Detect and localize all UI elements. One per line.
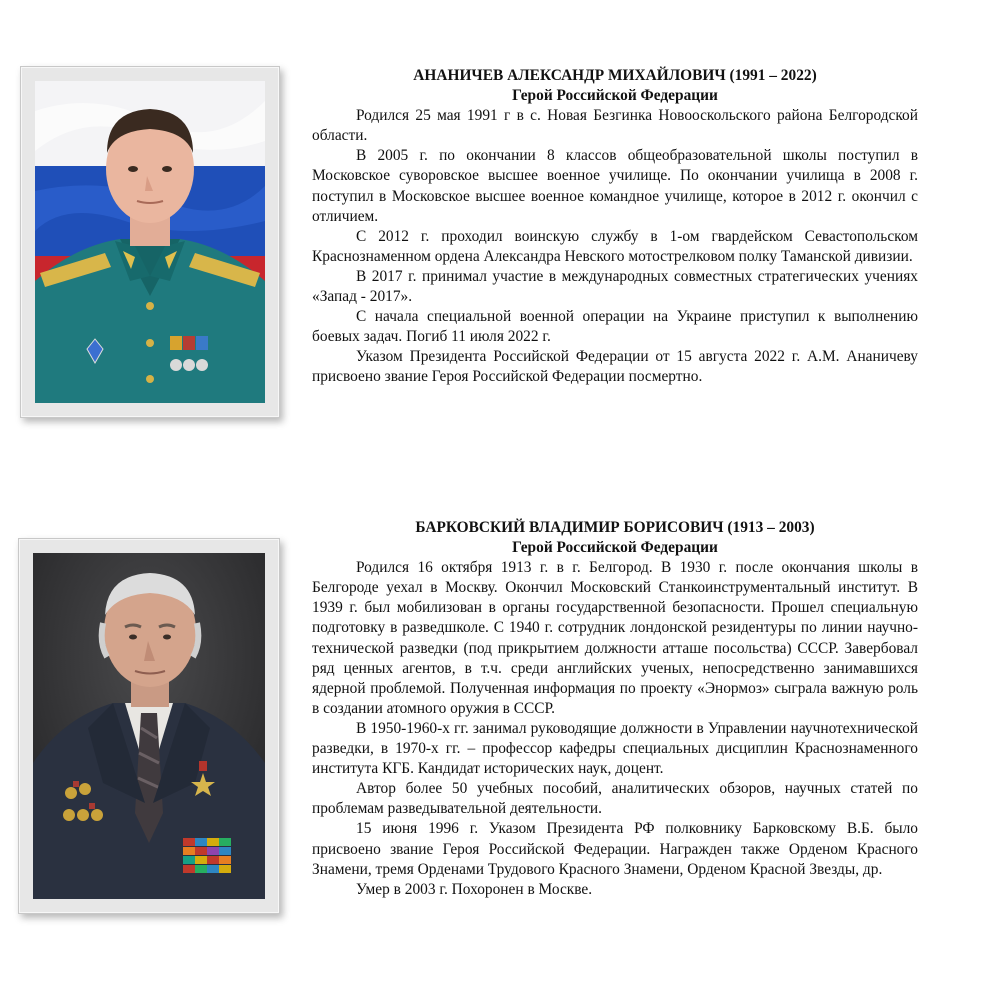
biography-text: [312, 66, 918, 388]
portrait-photo: [35, 81, 265, 403]
portrait-frame: [20, 66, 280, 418]
biography-paragraph: С начала специальной военной операции на Украине приступил к выполнению боевых задач. Погиб 11 июля 2022 г.: [312, 308, 918, 346]
biography-entry: [0, 500, 1000, 1000]
biography-paragraph: Указом Президента Российской Федерации от 15 августа 2022 г. А.М. Ананичеву присвоено звание Героя Российской Федерации посмертно.: [312, 348, 918, 386]
biography-text: [312, 518, 918, 900]
biography-paragraph: С 2012 г. проходил воинскую службу в 1-ом гвардейском Севастопольском Краснознаменном ордена Александра Невского мотострелковом полку Таманской дивизии.: [312, 227, 918, 265]
biography-paragraph: 15 июня 1996 г. Указом Президента РФ полковнику Барковскому В.Б. было присвоено звание Героя Российской Федерации. Награжден также Орденом Красного Знамени, тремя Орденами Трудового Красного Знамени, Орденом Красной Звезды, др.: [312, 820, 918, 878]
biography-paragraph: Родился 25 мая 1991 г в с. Новая Безгинка Новооскольского района Белгородской области.: [312, 107, 918, 145]
biography-paragraph: Автор более 50 учебных пособий, аналитических обзоров, научных статей по проблемам разведывательной деятельности.: [312, 780, 918, 818]
portrait-frame: [18, 538, 280, 914]
biography-paragraph: В 1950-1960-х гг. занимал руководящие должности в Управлении научнотехнической разведки, в 1970-х гг. – профессор кафедры специальных дисциплин Краснознаменного института КГБ. Кандидат исторических наук, доцент.: [312, 719, 918, 778]
portrait-young-officer-image: [35, 81, 265, 403]
person-name: АНАНИЧЕВ АЛЕКСАНДР МИХАЙЛОВИЧ (1991 – 2022): [413, 67, 817, 84]
person-title: Герой Российской Федерации: [512, 539, 718, 557]
biography-paragraph: В 2017 г. принимал участие в международных совместных стратегических учениях «Запад - 2017».: [312, 267, 918, 306]
person-title: Герой Российской Федерации: [512, 87, 718, 105]
biography-paragraph: В 2005 г. по окончании 8 классов общеобразовательной школы поступил в Московское суворовское высшее военное училище. По окончании училища в 2008 г. поступил в Московское высшее военное командное училище, которое в 2012 г. окончил с отличием.: [312, 147, 918, 225]
biography-paragraph: Умер в 2003 г. Похоронен в Москве.: [356, 880, 593, 898]
biography-paragraph: Родился 16 октября 1913 г. в г. Белгород. В 1930 г. после окончания школы в Белгороде уехал в Москву. Окончил Московский Станкоинструментальный институт. В 1939 г. был мобилизован в органы государственной безопасности. Прошел специальную подготовку в разведшколе. С 1940 г. сотрудник лондонской резидентуры по линии научно-технической разведки (под прикрытием должности атташе посольства) СССР. Завербовал ряд ценных агентов, в т.ч. среди английских ученых, непосредственно занимавшихся ядерной проблемой. Полученная информация по проекту «Энормоз» сыграла важную роль в создании атомного оружия в СССР.: [312, 559, 918, 717]
portrait-photo: [33, 553, 265, 899]
portrait-elderly-man-image: [33, 553, 265, 899]
person-name: БАРКОВСКИЙ ВЛАДИМИР БОРИСОВИЧ (1913 – 2003): [415, 519, 815, 536]
biography-entry: [0, 0, 1000, 470]
